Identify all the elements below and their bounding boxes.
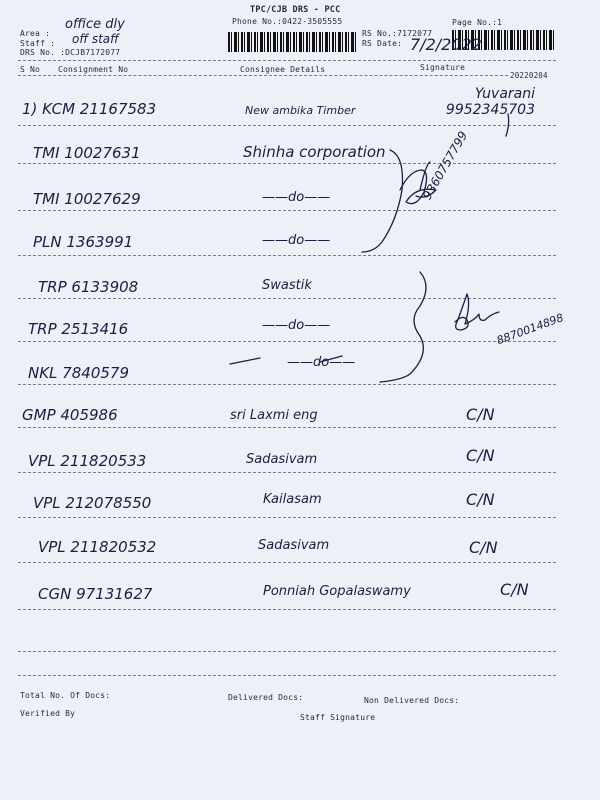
signature-note: C/N — [466, 446, 495, 465]
column-code: 20220204 — [510, 71, 548, 80]
signature-note: 9360757799 — [420, 128, 471, 202]
consignee-name: Swastik — [262, 278, 312, 293]
column-sno: S No — [20, 65, 41, 74]
staff-label: Staff : — [20, 39, 56, 48]
verified-by-label: Verified By — [20, 709, 76, 718]
consignee-name: Sadasivam — [246, 452, 318, 467]
signature-scribble — [230, 356, 342, 364]
rs-date-label: RS Date: — [362, 39, 403, 48]
consignment-number: VPL 211820533 — [28, 452, 147, 470]
signature-scribble — [455, 294, 499, 330]
consignment-number: TRP 2513416 — [28, 320, 129, 338]
document-title: TPC/CJB DRS - PCC — [250, 5, 341, 15]
delivered-docs-label: Delivered Docs: — [228, 693, 304, 702]
signature-scribble — [400, 170, 436, 204]
column-consignment: Consignment No — [58, 65, 129, 74]
consignee-name: ——do—— — [262, 233, 331, 248]
total-docs-label: Total No. Of Docs: — [20, 691, 111, 700]
consignment-number: CGN 97131627 — [38, 585, 153, 603]
consignment-number: TMI 10027631 — [33, 144, 141, 162]
staff-value: off staff — [72, 32, 119, 46]
signature-note: C/N — [500, 580, 529, 599]
consignee-name: sri Laxmi eng — [230, 408, 318, 423]
consignee-name: Kailasam — [263, 492, 322, 507]
signature-scribble — [362, 150, 403, 252]
consignment-number: TRP 6133908 — [38, 278, 139, 296]
non-delivered-docs-label: Non Delivered Docs: — [364, 696, 460, 705]
consignment-number: VPL 211820532 — [38, 538, 157, 556]
column-consignee: Consignee Details — [240, 65, 326, 74]
signature-note: Yuvarani 9952345703 — [445, 86, 535, 118]
phone-number: Phone No.:0422-3505555 — [232, 17, 343, 26]
consignee-name: ——do—— — [287, 355, 356, 370]
signature-note: 8870014898 — [495, 311, 566, 348]
staff-signature-label: Staff Signature — [300, 713, 376, 722]
signature-scribble — [380, 272, 426, 382]
rs-date-value: 7/2/2022 — [410, 35, 482, 54]
consignee-name: ——do—— — [262, 318, 331, 333]
consignee-name: New ambika Timber — [245, 104, 356, 117]
consignee-name: Ponniah Gopalaswamy — [263, 584, 411, 599]
consignment-number: VPL 212078550 — [33, 494, 152, 512]
consignment-number: GMP 405986 — [22, 406, 118, 424]
consignment-number: NKL 7840579 — [28, 364, 129, 382]
consignee-name: Sadasivam — [258, 538, 330, 553]
consignment-number: PLN 1363991 — [33, 233, 134, 251]
area-value: office dly — [65, 17, 125, 32]
consignee-name: ——do—— — [262, 190, 331, 205]
signature-scribble — [506, 114, 509, 136]
column-signature: Signature — [420, 63, 466, 72]
signature-note: C/N — [466, 405, 495, 424]
consignment-number: TMI 10027629 — [33, 190, 141, 208]
signature-note: C/N — [466, 490, 495, 509]
drs-number: DRS No. :DCJB7172077 — [20, 48, 121, 57]
area-label: Area : — [20, 29, 51, 38]
consignee-name: Shinha corporation — [243, 143, 386, 161]
page-number: Page No.:1 — [452, 18, 503, 27]
rs-number: RS No.:7172077 — [362, 29, 433, 38]
signature-note: C/N — [469, 538, 498, 557]
consignment-number: 1) KCM 21167583 — [22, 100, 157, 118]
